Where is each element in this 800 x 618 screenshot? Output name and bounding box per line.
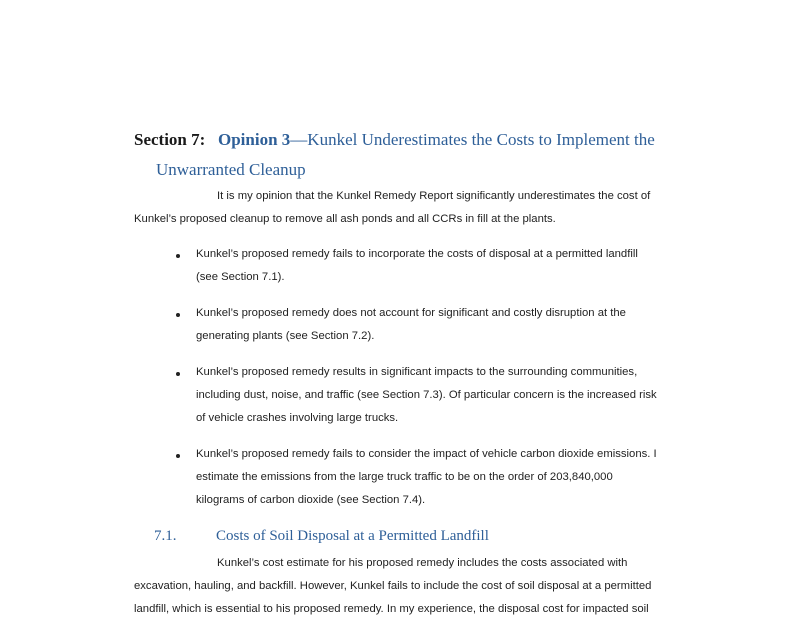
- intro-line-1: It is my opinion that the Kunkel Remedy Report significantly underestimates the cost of: [217, 190, 651, 202]
- bullet-4-line-1: Kunkel’s proposed remedy fails to consider the impact of vehicle carbon dioxide emissions. I: [196, 448, 657, 460]
- bullet-2-line-2: generating plants (see Section 7.2).: [196, 330, 375, 342]
- bullet-4-line-2: estimate the emissions from the large truck traffic to be on the order of 203,840,000: [196, 471, 613, 483]
- bullet-dot: [176, 372, 180, 376]
- bullet-4-line-3: kilograms of carbon dioxide (see Section 7.4).: [196, 494, 426, 506]
- bullet-dot: [176, 454, 180, 458]
- bullet-2-line-1: Kunkel’s proposed remedy does not account for significant and costly disruption at the: [196, 307, 626, 319]
- subsection-title: Costs of Soil Disposal at a Permitted Landfill: [216, 528, 489, 544]
- section-title-line2: Unwarranted Cleanup: [156, 160, 306, 179]
- subsection-line-3: landfill, which is essential to his proposed remedy. In my experience, the disposal cost for impacted soil: [134, 603, 649, 615]
- opinion-label: Opinion 3: [218, 130, 291, 149]
- intro-line-2: Kunkel’s proposed cleanup to remove all ash ponds and all CCRs in fill at the plants.: [134, 213, 556, 225]
- bullet-1-line-1: Kunkel’s proposed remedy fails to incorporate the costs of disposal at a permitted landfill: [196, 248, 638, 260]
- subsection-line-2: excavation, hauling, and backfill. However, Kunkel fails to include the cost of soil disposal at a permitted: [134, 580, 652, 592]
- section-number: Section 7:: [134, 130, 206, 149]
- bullet-dot: [176, 313, 180, 317]
- section-heading: [134, 130, 655, 150]
- bullet-3-line-2: including dust, noise, and traffic (see Section 7.3). Of particular concern is the increased risk: [196, 389, 657, 401]
- section-title-line1: —Kunkel Underestimates the Costs to Implement the: [290, 130, 655, 149]
- subsection-line-1: Kunkel’s cost estimate for his proposed remedy includes the costs associated with: [217, 557, 628, 569]
- bullet-1-line-2: (see Section 7.1).: [196, 271, 285, 283]
- bullet-dot: [176, 254, 180, 258]
- bullet-3-line-1: Kunkel’s proposed remedy results in significant impacts to the surrounding communities,: [196, 366, 638, 378]
- bullet-3-line-3: of vehicle crashes involving large trucks.: [196, 412, 399, 424]
- subsection-heading: [154, 528, 489, 545]
- subsection-number: 7.1.: [154, 528, 177, 544]
